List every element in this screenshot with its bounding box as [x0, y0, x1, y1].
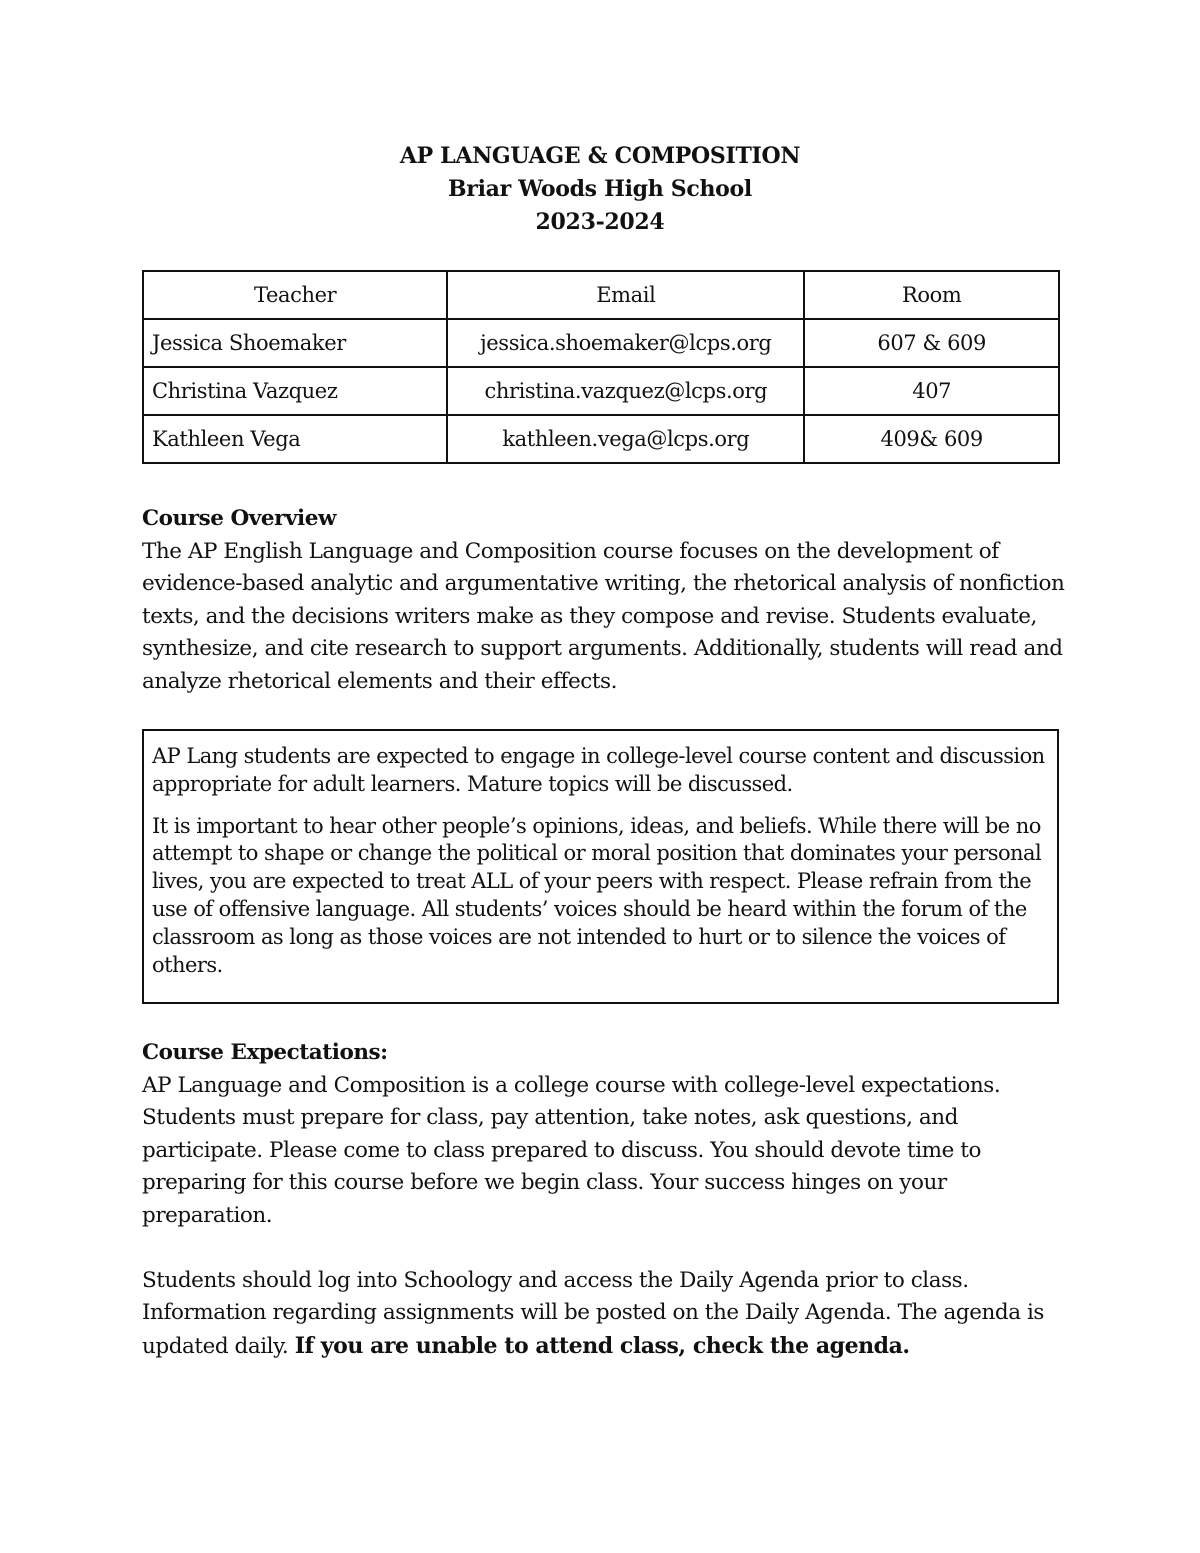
expectations-paragraph-preparation: AP Language and Composition is a college course with college-level expectations. Students must prepare for class, pay attention, take notes, ask questions, and participate. Please come to class prepared to discuss. You should devote time to preparing for this course before we begin class. Your success hinges on your preparation. — [142, 1072, 1001, 1228]
table-header-row — [143, 271, 1059, 319]
teacher-room: 409& 609 — [804, 415, 1059, 463]
notice-paragraph-respect: It is important to hear other people’s opinions, ideas, and beliefs. While there will be no attempt to shape or change the political or moral position that dominates your personal lives, you are expected to treat ALL of your peers with respect. Please refrain from the use of offensive language. All students’ voices should be heard within the forum of the classroom as long as those voices are not intended to hurt or to silence the voices of others. — [152, 813, 1042, 977]
school-year: 2023-2024 — [535, 209, 665, 235]
column-header-room: Room — [804, 271, 1059, 319]
expectations-paragraph-agenda — [142, 1265, 1067, 1364]
school-name: Briar Woods High School — [447, 176, 752, 202]
course-overview-heading: Course Overview — [142, 506, 337, 531]
teacher-email[interactable]: christina.vazquez@lcps.org — [447, 367, 804, 415]
teacher-name: Jessica Shoemaker — [143, 319, 447, 367]
table-row — [143, 367, 1059, 415]
table-row — [143, 319, 1059, 367]
document-header — [0, 140, 1200, 239]
course-overview-body: The AP English Language and Composition course focuses on the development of evidence-based analytic and argumentative writing, the rhetorical analysis of nonfiction texts, and the decisions writers make as they compose and revise. Students evaluate, synthesize, and cite research to support arguments. Additionally, students will read and analyze rhetorical elements and their effects. — [142, 538, 1065, 694]
course-expectations-heading: Course Expectations: — [142, 1040, 388, 1065]
column-header-email: Email — [447, 271, 804, 319]
teacher-room: 407 — [804, 367, 1059, 415]
course-overview-section — [142, 503, 1067, 699]
table-row — [143, 415, 1059, 463]
classroom-conduct-notice — [142, 729, 1059, 1004]
agenda-text: Students should log into Schoology and access the Daily Agenda prior to class. Information regarding assignments will be posted on the Daily Agenda. The agenda is updated daily. — [142, 1267, 1044, 1359]
teacher-name: Kathleen Vega — [143, 415, 447, 463]
agenda-emphasis: If you are unable to attend class, check the agenda. — [294, 1332, 910, 1359]
column-header-teacher: Teacher — [143, 271, 447, 319]
notice-paragraph-mature-topics: AP Lang students are expected to engage in college-level course content and discussion appropriate for adult learners. Mature topics will be discussed. — [152, 744, 1045, 796]
teacher-email[interactable]: jessica.shoemaker@lcps.org — [447, 319, 804, 367]
teacher-contact-table — [142, 270, 1060, 464]
course-expectations-section — [142, 1037, 1067, 1363]
teacher-email[interactable]: kathleen.vega@lcps.org — [447, 415, 804, 463]
teacher-room: 607 & 609 — [804, 319, 1059, 367]
teacher-name: Christina Vazquez — [143, 367, 447, 415]
course-title: AP LANGUAGE & COMPOSITION — [399, 143, 801, 169]
